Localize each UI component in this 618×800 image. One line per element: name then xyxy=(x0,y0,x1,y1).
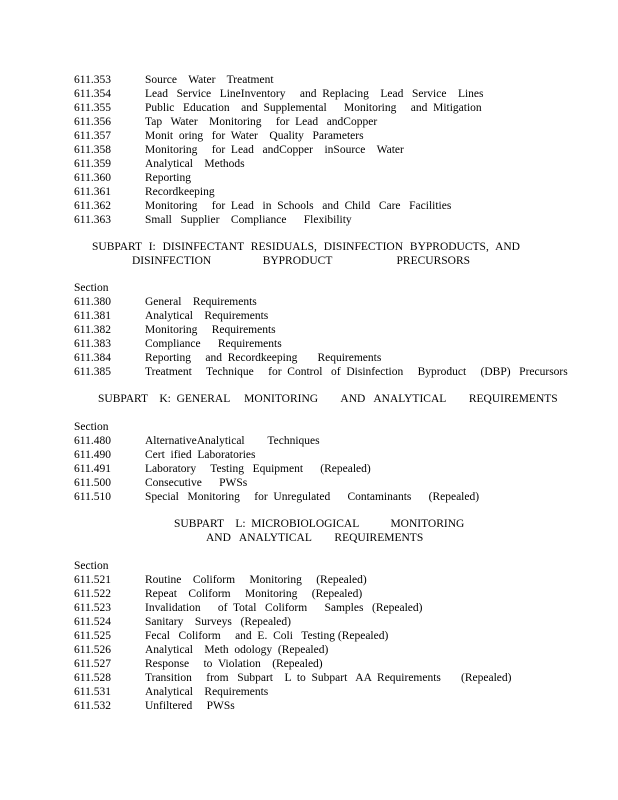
section-number: 611.384 xyxy=(74,352,111,364)
section-number: 611.528 xyxy=(74,672,111,684)
section-title: Monitoring Requirements xyxy=(145,324,276,336)
section-number: 611.380 xyxy=(74,296,111,308)
section-title: Analytical Requirements xyxy=(145,310,269,322)
section-title: Special Monitoring for Unregulated Contaminants (Repealed) xyxy=(145,491,480,503)
section-number: 611.500 xyxy=(74,477,111,489)
section-title: Routine Coliform Monitoring (Repealed) xyxy=(145,574,367,586)
section-number: 611.357 xyxy=(74,130,111,142)
section-title: Analytical Methods xyxy=(145,158,245,170)
section-number: 611.356 xyxy=(74,116,111,128)
section-number: 611.381 xyxy=(74,310,111,322)
section-title: Response to Violation (Repealed) xyxy=(145,658,323,670)
section-title: Monitoring for Lead andCopper inSource Water xyxy=(145,144,404,156)
section-title: Reporting xyxy=(145,172,191,184)
section-number: 611.383 xyxy=(74,338,111,350)
subpart-heading xyxy=(74,240,528,268)
section-number: 611.526 xyxy=(74,644,111,656)
section-number: 611.382 xyxy=(74,324,111,336)
section-title: Source Water Treatment xyxy=(145,74,274,86)
section-title: Laboratory Testing Equipment (Repealed) xyxy=(145,463,371,475)
section-title: Analytical Requirements xyxy=(145,686,269,698)
section-title: AlternativeAnalytical Techniques xyxy=(145,435,320,447)
section-title: Tap Water Monitoring for Lead andCopper xyxy=(145,116,378,128)
section-title: Recordkeeping xyxy=(145,186,215,198)
subpart-heading-line: SUBPART K: GENERAL MONITORING AND ANALYTICAL REQUIREMENTS xyxy=(98,393,558,405)
section-number: 611.354 xyxy=(74,88,111,100)
section-label: Section xyxy=(74,560,109,572)
section-number: 611.525 xyxy=(74,630,111,642)
subpart-heading-line: DISINFECTION BYPRODUCT PRECURSORS xyxy=(131,255,471,267)
section-number: 611.521 xyxy=(74,574,111,586)
section-title: Fecal Coliform and E. Coli Testing (Repealed) xyxy=(145,630,389,642)
subpart-heading-line: SUBPART I: DISINFECTANT RESIDUALS, DISINFECTION BYPRODUCTS, AND xyxy=(92,241,520,253)
section-number: 611.532 xyxy=(74,700,111,712)
section-number: 611.522 xyxy=(74,588,111,600)
section-number: 611.523 xyxy=(74,602,111,614)
section-title: Public Education and Supplemental Monitoring and Mitigation xyxy=(145,102,482,114)
section-number: 611.480 xyxy=(74,435,111,447)
section-title: General Requirements xyxy=(145,296,257,308)
section-number: 611.362 xyxy=(74,200,111,212)
section-number: 611.510 xyxy=(74,491,111,503)
section-label: Section xyxy=(74,421,109,433)
section-number: 611.361 xyxy=(74,186,111,198)
section-number: 611.385 xyxy=(74,366,111,378)
section-title: Monit oring for Water Quality Parameters xyxy=(145,130,364,142)
section-title: Lead Service LineInventory and Replacing Lead Service Lines xyxy=(145,88,484,100)
section-number: 611.490 xyxy=(74,449,111,461)
section-number: 611.359 xyxy=(74,158,111,170)
section-title: Small Supplier Compliance Flexibility xyxy=(145,214,352,226)
subpart-heading xyxy=(74,517,528,545)
section-number: 611.363 xyxy=(74,214,111,226)
section-title: Sanitary Surveys (Repealed) xyxy=(145,616,291,628)
section-title: Repeat Coliform Monitoring (Repealed) xyxy=(145,588,363,600)
section-title: Reporting and Recordkeeping Requirements xyxy=(145,352,382,364)
section-title: Analytical Meth odology (Repealed) xyxy=(145,644,329,656)
section-title: Unfiltered PWSs xyxy=(145,700,235,712)
section-number: 611.353 xyxy=(74,74,111,86)
section-number: 611.531 xyxy=(74,686,111,698)
section-title: Consecutive PWSs xyxy=(145,477,248,489)
section-title: Compliance Requirements xyxy=(145,338,282,350)
section-title: Cert ified Laboratories xyxy=(145,449,256,461)
subpart-heading xyxy=(74,392,558,406)
section-number: 611.524 xyxy=(74,616,111,628)
section-title: Transition from Subpart L to Subpart AA Requirements (Repealed) xyxy=(145,672,512,684)
section-number: 611.355 xyxy=(74,102,111,114)
section-label: Section xyxy=(74,282,109,294)
section-number: 611.360 xyxy=(74,172,111,184)
section-title: Invalidation of Total Coliform Samples (Repealed) xyxy=(145,602,423,614)
subpart-heading-line: AND ANALYTICAL REQUIREMENTS xyxy=(206,532,424,544)
subpart-heading-line: SUBPART L: MICROBIOLOGICAL MONITORING xyxy=(174,518,465,530)
section-title: Treatment Technique for Control of Disinfection Byproduct (DBP) Precursors xyxy=(145,366,568,378)
section-title: Monitoring for Lead in Schools and Child Care Facilities xyxy=(145,200,452,212)
section-number: 611.527 xyxy=(74,658,111,670)
section-number: 611.358 xyxy=(74,144,111,156)
section-number: 611.491 xyxy=(74,463,111,475)
